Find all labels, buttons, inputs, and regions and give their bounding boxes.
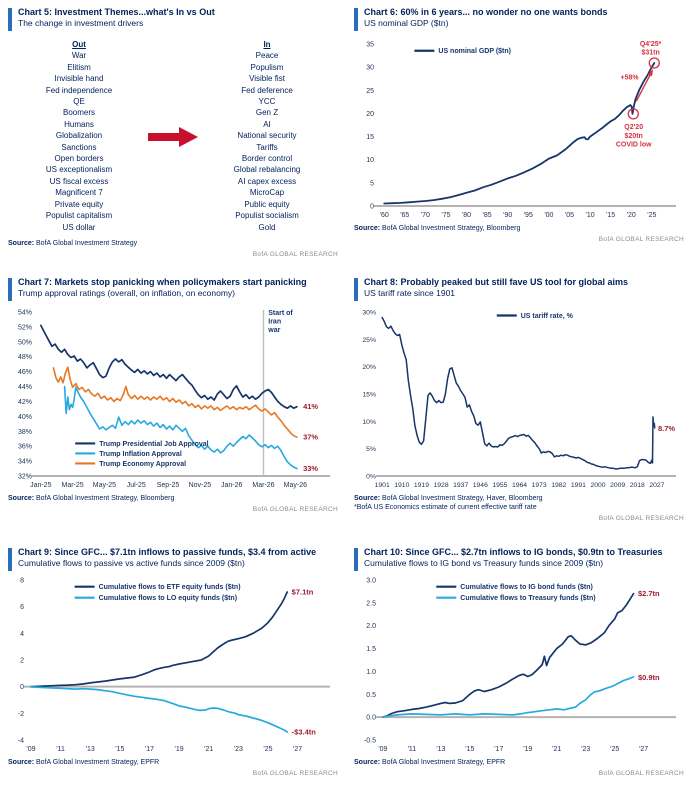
chart10-panel xyxy=(346,540,692,803)
legend-label: Cumulative flows to LO equity funds ($tn) xyxy=(98,595,238,603)
accent-bar xyxy=(354,278,358,301)
bofa-watermark: BofA GLOBAL RESEARCH xyxy=(598,515,684,522)
y-tick-label: 52% xyxy=(17,324,32,332)
series-line xyxy=(31,687,287,732)
x-tick-label: Jan-25 xyxy=(30,482,52,489)
chart5-panel xyxy=(0,0,346,270)
x-tick-label: 1901 xyxy=(374,482,390,489)
list-item: Gen Z xyxy=(255,108,279,118)
legend-label: Cumulative flows to Treasury funds ($tn) xyxy=(460,595,596,603)
list-item: Public equity xyxy=(244,199,290,209)
chart-subtitle: Trump approval ratings (overall, on inflation, on economy) xyxy=(18,288,236,298)
chart7-header xyxy=(8,277,338,301)
y-tick-label: 34% xyxy=(17,458,32,466)
annotation-text: +58% xyxy=(620,74,639,82)
end-label: -$3.4tn xyxy=(291,727,316,737)
y-tick-label: 4 xyxy=(20,630,24,638)
annotation-text: Start of Iran war xyxy=(268,309,293,335)
chart-title: Chart 7: Markets stop panicking when policymakers start panicking xyxy=(18,277,307,287)
y-tick-label: 48% xyxy=(17,354,32,362)
x-tick-label: '19 xyxy=(523,746,533,753)
end-label: $7.1tn xyxy=(291,587,314,597)
legend-label: Trump Inflation Approval xyxy=(99,450,182,458)
y-tick-label: 38% xyxy=(17,428,32,436)
source-line: Source: BofA Global Investment Strategy, Bloomberg xyxy=(8,495,175,502)
list-item: Magnificent 7 xyxy=(55,188,103,198)
x-tick-label: 2018 xyxy=(629,482,645,489)
list-item: Gold xyxy=(258,222,276,232)
chart-subtitle: Cumulative flows to IG bond vs Treasury funds since 2009 ($tn) xyxy=(364,558,604,568)
chart5-header xyxy=(8,7,338,31)
bofa-watermark: BofA GLOBAL RESEARCH xyxy=(598,770,684,777)
y-tick-label: 46% xyxy=(17,369,32,377)
chart-subtitle: US nominal GDP ($tn) xyxy=(364,18,449,28)
y-tick-label: 32% xyxy=(17,473,32,481)
source-line: Source: BofA Global Investment Strategy, Bloomberg xyxy=(354,225,521,232)
list-item: Global rebalancing xyxy=(233,165,301,175)
y-tick-label: 6 xyxy=(20,604,24,612)
chart-subtitle: US tariff rate since 1901 xyxy=(364,288,456,298)
legend-label: US nominal GDP ($tn) xyxy=(438,48,512,56)
list-item: War xyxy=(71,51,87,61)
x-tick-label: '15 xyxy=(115,746,125,753)
list-item: US fiscal excess xyxy=(49,176,109,186)
chart8-header xyxy=(354,277,684,301)
series-line xyxy=(383,677,634,717)
x-tick-label: May-25 xyxy=(92,482,117,489)
y-tick-label: 25% xyxy=(362,336,376,344)
us-nominal-gdp-chart xyxy=(354,34,684,222)
x-tick-label: '25 xyxy=(263,746,273,753)
list-item: Fed independence xyxy=(45,85,113,95)
y-tick-label: -4 xyxy=(17,737,24,745)
end-label: $2.7tn xyxy=(637,589,660,599)
x-tick-label: '65 xyxy=(400,212,410,219)
x-tick-label: '15 xyxy=(465,746,475,753)
x-tick-label: Sep-25 xyxy=(156,482,180,489)
end-label: $0.9tn xyxy=(637,672,660,682)
y-tick-label: 2.0 xyxy=(366,623,376,631)
x-tick-label: 1982 xyxy=(551,482,567,489)
ig-treasury-flows-chart xyxy=(354,574,684,756)
source-line: Source: BofA Global Investment Strategy xyxy=(8,240,138,247)
x-tick-label: '09 xyxy=(378,746,388,753)
x-tick-label: '23 xyxy=(233,746,243,753)
list-item: Peace xyxy=(255,51,279,61)
out-items xyxy=(14,50,144,233)
y-tick-label: 44% xyxy=(17,384,32,392)
x-tick-label: '17 xyxy=(144,746,155,753)
series-line xyxy=(382,318,655,469)
x-tick-label: '15 xyxy=(606,212,616,219)
end-label: 8.7% xyxy=(657,423,676,433)
passive-active-flows-chart xyxy=(8,574,338,756)
x-tick-label: 2000 xyxy=(590,482,606,489)
x-tick-label: 1973 xyxy=(531,482,547,489)
accent-bar xyxy=(354,548,358,571)
x-tick-label: '19 xyxy=(174,746,184,753)
y-tick-label: 15% xyxy=(362,391,376,399)
y-tick-label: 0.0 xyxy=(366,714,376,722)
end-label: 37% xyxy=(303,432,319,442)
x-tick-label: '95 xyxy=(523,212,533,219)
x-tick-label: '80 xyxy=(461,212,472,219)
list-item: US dollar xyxy=(62,222,96,232)
list-item: Private equity xyxy=(54,199,104,209)
y-tick-label: 50% xyxy=(17,339,32,347)
accent-bar xyxy=(354,8,358,31)
x-tick-label: '17 xyxy=(494,746,504,753)
list-item: Open borders xyxy=(54,154,104,164)
source-line: Source: BofA Global Investment Strategy, EPFR xyxy=(8,759,160,766)
in-column xyxy=(202,39,332,233)
trump-approval-chart xyxy=(8,304,338,492)
chart-title: Chart 9: Since GFC... $7.1tn inflows to passive funds, $3.4 from active xyxy=(18,547,317,557)
list-item: Tariffs xyxy=(256,142,278,152)
y-tick-label: 0 xyxy=(370,203,374,211)
x-tick-label: '11 xyxy=(407,746,417,753)
y-tick-label: 10 xyxy=(366,157,374,165)
legend-label: Cumulative flows to IG bond funds ($tn) xyxy=(460,584,593,592)
list-item: Boomers xyxy=(62,108,95,118)
y-tick-label: 1.5 xyxy=(366,646,376,654)
y-tick-label: 36% xyxy=(17,443,32,451)
out-header: Out xyxy=(72,40,86,49)
x-tick-label: May-26 xyxy=(283,482,307,489)
x-tick-label: '23 xyxy=(581,746,591,753)
x-tick-label: 1991 xyxy=(570,482,586,489)
bofa-watermark: BofA GLOBAL RESEARCH xyxy=(252,251,338,258)
y-tick-label: 0 xyxy=(20,684,24,692)
x-tick-label: Mar-26 xyxy=(252,482,275,489)
us-tariff-rate-chart xyxy=(354,304,684,492)
x-tick-label: '05 xyxy=(564,212,575,219)
in-out-lists xyxy=(8,34,338,237)
in-header: In xyxy=(263,40,271,49)
accent-bar xyxy=(8,8,12,31)
y-tick-label: 0.5 xyxy=(366,691,376,699)
chart6-header xyxy=(354,7,684,31)
chart-title: Chart 8: Probably peaked but still fave US tool for global aims xyxy=(364,277,629,287)
y-tick-label: 2 xyxy=(20,657,24,665)
list-item: Invisible hand xyxy=(54,74,104,84)
x-tick-label: 2027 xyxy=(649,482,665,489)
x-tick-label: '11 xyxy=(56,746,65,753)
y-tick-label: 35 xyxy=(366,41,374,49)
x-tick-label: 1964 xyxy=(511,482,528,489)
y-tick-label: 0% xyxy=(366,473,376,481)
list-item: Globalization xyxy=(55,131,103,141)
chart-subtitle: Cumulative flows to passive vs active funds since 2009 ($tn) xyxy=(18,558,245,568)
bofa-watermark: BofA GLOBAL RESEARCH xyxy=(598,236,684,243)
chart-subtitle: The change in investment drivers xyxy=(18,18,144,28)
source-line: Source: BofA Global Investment Strategy, Haver, Bloomberg xyxy=(354,495,543,502)
list-item: YCC xyxy=(258,97,276,107)
y-tick-label: -2 xyxy=(17,710,24,718)
y-tick-label: 40% xyxy=(17,413,32,421)
list-item: QE xyxy=(73,97,85,107)
list-item: Populist socialism xyxy=(235,211,299,221)
y-tick-label: 54% xyxy=(17,309,32,317)
list-item: Fed deference xyxy=(241,85,293,95)
x-tick-label: '21 xyxy=(204,746,214,753)
y-tick-label: 8 xyxy=(20,577,24,585)
annotation-text: Q4'25* $31tn xyxy=(639,40,662,57)
x-tick-label: Nov-25 xyxy=(188,482,212,489)
x-tick-label: 2009 xyxy=(610,482,626,489)
list-item: MicroCap xyxy=(249,188,285,198)
in-items xyxy=(202,50,332,233)
list-item: Sanctions xyxy=(61,142,97,152)
chart7-panel xyxy=(0,270,346,540)
end-label: 41% xyxy=(303,402,319,412)
y-tick-label: 3.0 xyxy=(366,577,376,585)
x-tick-label: 1946 xyxy=(472,482,488,489)
x-tick-label: '90 xyxy=(503,212,513,219)
y-tick-label: -0.5 xyxy=(363,737,376,745)
series-line xyxy=(383,594,634,717)
x-tick-label: 1919 xyxy=(413,482,429,489)
list-item: Visible fist xyxy=(249,74,285,84)
x-tick-label: '20 xyxy=(626,212,636,219)
legend-label: US tariff rate, % xyxy=(520,313,573,320)
y-tick-label: 5 xyxy=(370,180,374,188)
list-item: Border control xyxy=(241,154,293,164)
x-tick-label: 1928 xyxy=(433,482,449,489)
right-arrow-icon xyxy=(144,125,202,149)
x-tick-label: '09 xyxy=(26,746,36,753)
list-item: Humans xyxy=(64,119,94,129)
x-tick-label: 1955 xyxy=(492,482,508,489)
y-tick-label: 5% xyxy=(366,446,376,454)
x-tick-label: '21 xyxy=(552,746,562,753)
annotation-text: Q2'20 $20tn COVID low xyxy=(615,124,652,149)
y-tick-label: 25 xyxy=(366,87,374,95)
series-line xyxy=(31,592,287,687)
bofa-watermark: BofA GLOBAL RESEARCH xyxy=(252,770,338,777)
x-tick-label: Mar-25 xyxy=(61,482,84,489)
y-tick-label: 10% xyxy=(362,418,376,426)
chart8-panel xyxy=(346,270,692,540)
y-tick-label: 30% xyxy=(362,309,376,317)
series-line xyxy=(384,63,654,204)
chart9-panel xyxy=(0,540,346,803)
x-tick-label: 1937 xyxy=(453,482,469,489)
x-tick-label: 1910 xyxy=(394,482,410,489)
chart10-header xyxy=(354,547,684,571)
x-tick-label: '85 xyxy=(482,212,492,219)
chart6-panel xyxy=(346,0,692,270)
y-tick-label: 20 xyxy=(366,110,374,118)
x-tick-label: '27 xyxy=(292,746,303,753)
x-tick-label: '00 xyxy=(544,212,554,219)
out-column xyxy=(14,39,144,233)
x-tick-label: '25 xyxy=(647,212,657,219)
x-tick-label: '75 xyxy=(441,212,451,219)
chart9-header xyxy=(8,547,338,571)
x-tick-label: '25 xyxy=(610,746,620,753)
source-line: Source: BofA Global Investment Strategy, EPFR xyxy=(354,759,506,766)
x-tick-label: Jul-25 xyxy=(126,482,146,489)
chart-title: Chart 6: 60% in 6 years... no wonder no one wants bonds xyxy=(364,7,608,17)
list-item: Populism xyxy=(250,62,284,72)
legend-label: Cumulative flows to ETF equity funds ($tn) xyxy=(98,584,241,592)
list-item: US exceptionalism xyxy=(45,165,113,175)
y-tick-label: 30 xyxy=(366,64,374,72)
list-item: AI xyxy=(263,119,271,129)
x-tick-label: '13 xyxy=(85,746,95,753)
y-tick-label: 2.5 xyxy=(366,600,376,608)
footnote: *BofA US Economics estimate of current effective tariff rate xyxy=(354,504,537,511)
x-tick-label: Jan-26 xyxy=(220,482,243,489)
x-tick-label: '70 xyxy=(420,212,430,219)
x-tick-label: '10 xyxy=(585,212,595,219)
y-tick-label: 42% xyxy=(17,398,32,406)
accent-bar xyxy=(8,548,12,571)
y-tick-label: 15 xyxy=(366,134,374,142)
y-tick-label: 20% xyxy=(362,364,376,372)
legend-label: Trump Presidential Job Approval xyxy=(99,440,209,448)
legend-label: Trump Economy Approval xyxy=(99,460,187,468)
x-tick-label: '27 xyxy=(639,746,649,753)
chart-title: Chart 5: Investment Themes...what's In vs Out xyxy=(18,7,215,17)
list-item: Populist capitalism xyxy=(45,211,113,221)
list-item: National security xyxy=(237,131,297,141)
x-tick-label: '60 xyxy=(379,212,389,219)
y-tick-label: 1.0 xyxy=(366,668,376,676)
chart-title: Chart 10: Since GFC... $2.7tn inflows to IG bonds, $0.9tn to Treasuries xyxy=(364,547,663,557)
bofa-watermark: BofA GLOBAL RESEARCH xyxy=(252,506,338,513)
end-label: 33% xyxy=(303,464,319,474)
list-item: Elitism xyxy=(67,62,91,72)
accent-bar xyxy=(8,278,12,301)
x-tick-label: '13 xyxy=(436,746,446,753)
list-item: AI capex excess xyxy=(237,176,297,186)
